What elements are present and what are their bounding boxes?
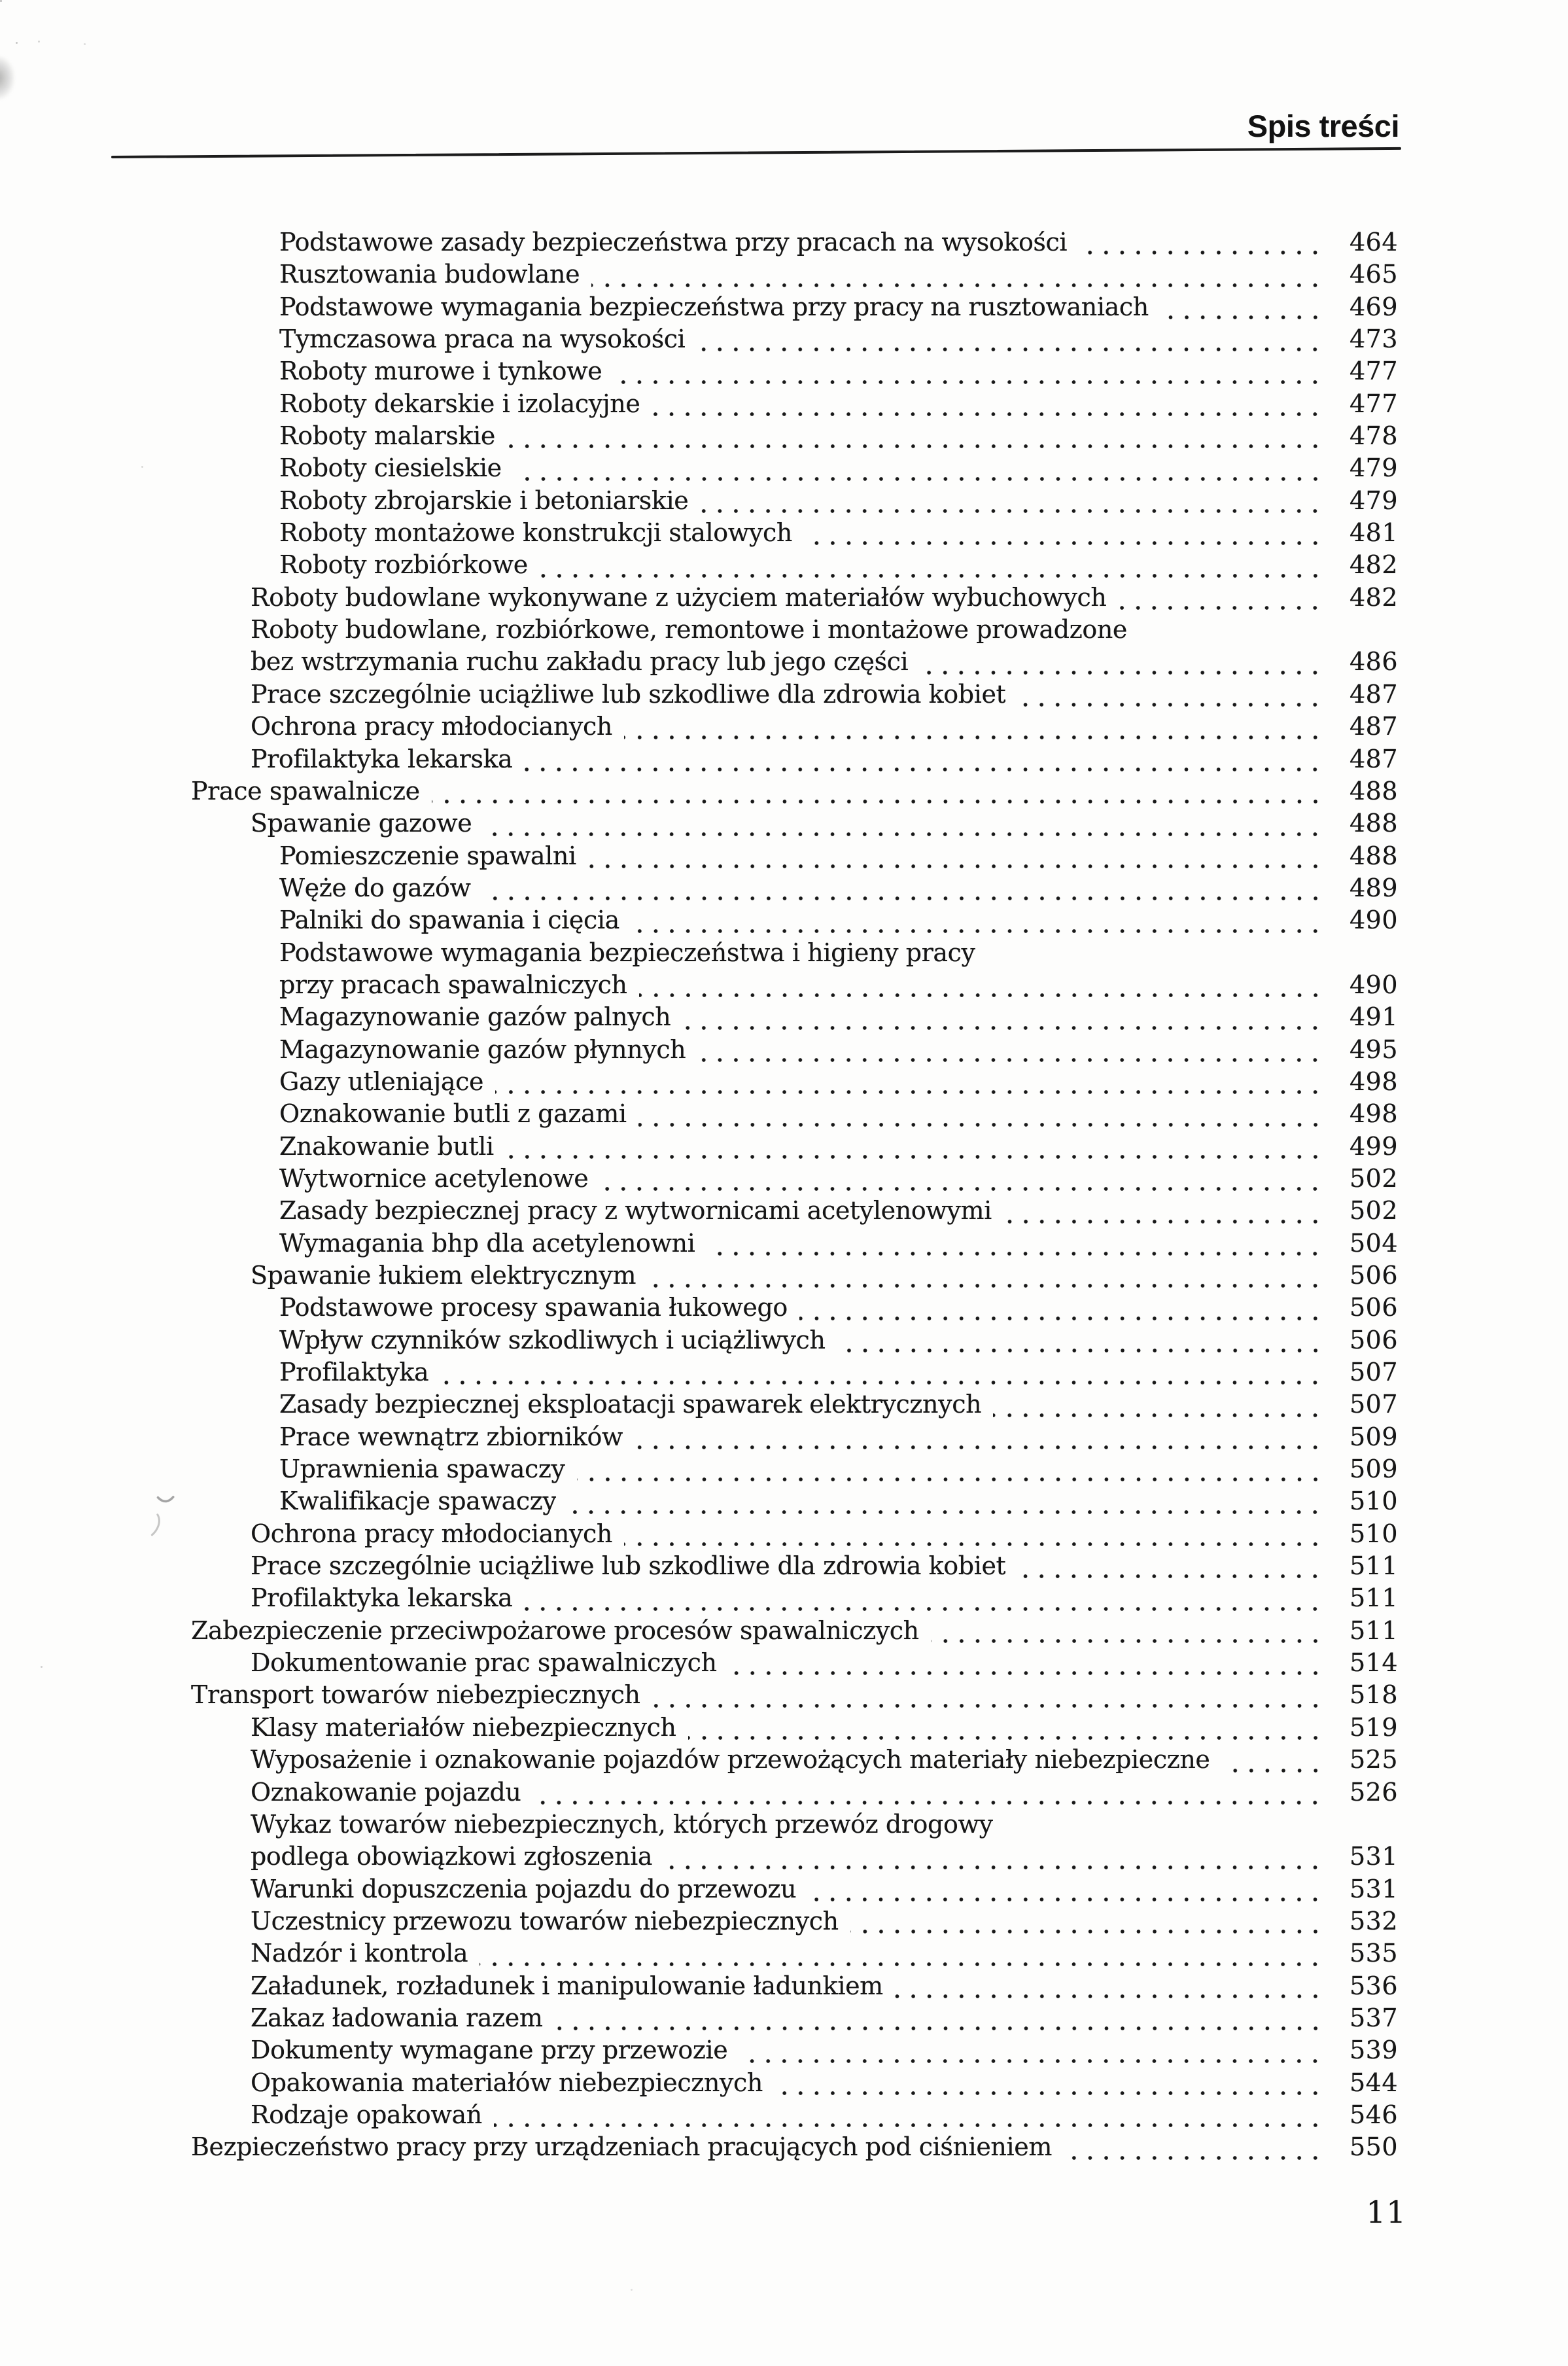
toc-entry-page: 519 — [1349, 1712, 1398, 1742]
toc-entry-label: Zakaz ładowania razem — [251, 2003, 543, 2032]
toc-row — [191, 1744, 1398, 1776]
dot-leader — [739, 2034, 1323, 2066]
dot-leader — [591, 258, 1323, 291]
dot-leader — [895, 1970, 1323, 2002]
toc-row — [191, 291, 1398, 323]
dot-leader — [697, 1034, 1323, 1066]
toc-entry-page: 504 — [1349, 1228, 1398, 1258]
dot-leader — [1222, 1744, 1324, 1776]
dot-leader — [648, 1260, 1323, 1292]
toc-row — [191, 1518, 1398, 1550]
dot-leader — [652, 388, 1323, 420]
dot-leader — [479, 1937, 1323, 1969]
toc-row — [191, 1001, 1398, 1033]
toc-entry-label: Roboty zbrojarskie i betoniarskie — [279, 486, 689, 515]
toc-entry-page: 550 — [1349, 2132, 1398, 2162]
toc-row — [191, 711, 1398, 743]
toc-entry-page: 498 — [1349, 1099, 1398, 1129]
toc-entry-label: Wpływ czynników szkodliwych i uciążliwych — [279, 1325, 826, 1354]
toc-entry-page: 479 — [1349, 486, 1398, 515]
toc-entry-page: 536 — [1349, 1971, 1398, 2000]
toc-entry-label: Podstawowe procesy spawania łukowego — [279, 1293, 788, 1322]
dot-leader — [483, 807, 1323, 839]
dot-leader — [614, 355, 1323, 387]
toc-row — [191, 323, 1398, 355]
toc-row — [191, 1195, 1398, 1227]
toc-entry-label: Uczestnicy przewozu towarów niebezpiecznych — [251, 1906, 839, 1935]
toc-entry-label: Rodzaje opakowań — [251, 2100, 482, 2129]
dot-leader — [700, 485, 1323, 517]
toc-entry-label: Prace wewnątrz zbiorników — [279, 1422, 623, 1451]
toc-entry-page: 509 — [1349, 1422, 1398, 1451]
dot-leader — [775, 2067, 1323, 2099]
toc-row — [191, 1034, 1398, 1066]
dot-leader — [1003, 1195, 1323, 1227]
toc-entry-page: 537 — [1349, 2003, 1398, 2032]
toc-entry-label: Roboty malarskie — [279, 421, 495, 451]
toc-entry-label: Profilaktyka — [279, 1358, 429, 1387]
dot-leader — [688, 1712, 1323, 1744]
toc-entry-label: Prace spawalnicze — [191, 776, 420, 805]
toc-row — [191, 969, 1398, 1001]
toc-entry-page: 546 — [1349, 2100, 1398, 2129]
toc-row — [191, 1970, 1398, 2002]
toc-row — [191, 1131, 1398, 1163]
dot-leader — [799, 1292, 1323, 1324]
toc-entry-label: Pomieszczenie spawalni — [279, 841, 576, 870]
toc-entry-label: Ochrona pracy młodocianych — [251, 1519, 612, 1548]
toc-row — [191, 1776, 1398, 1809]
toc-entry-label: Podstawowe zasady bezpieczeństwa przy pracach na wysokości — [279, 228, 1068, 256]
toc-entry-label: Oznakowanie pojazdu — [251, 1777, 521, 1807]
toc-entry-page: 464 — [1349, 228, 1398, 256]
toc-row — [191, 388, 1398, 420]
toc-row — [191, 2034, 1398, 2066]
dot-leader — [483, 872, 1323, 904]
toc-entry-page: 507 — [1349, 1358, 1398, 1387]
dot-leader — [540, 549, 1323, 581]
toc-entry-label: Spawanie gazowe — [251, 809, 472, 838]
toc-entry-label: Profilaktyka lekarska — [251, 1583, 513, 1613]
toc-row — [191, 1550, 1398, 1582]
toc-row — [191, 1324, 1398, 1356]
toc-entry-page: 511 — [1349, 1583, 1398, 1613]
toc-entry-page: 482 — [1349, 550, 1398, 580]
toc-row — [191, 1421, 1398, 1453]
toc-row — [191, 937, 1398, 969]
toc-entry-page: 477 — [1349, 389, 1398, 418]
toc-entry-page: 490 — [1349, 906, 1398, 935]
toc-entry-label: Załadunek, rozładunek i manipulowanie ładunkiem — [251, 1971, 883, 2000]
toc-entry-page: 469 — [1349, 292, 1398, 321]
toc-entry-page: 532 — [1349, 1906, 1398, 1935]
toc-entry-page: 506 — [1349, 1293, 1398, 1322]
toc-entry-label: Nadzór i kontrola — [251, 1939, 468, 1968]
toc-row — [191, 807, 1398, 839]
toc-row — [191, 1453, 1398, 1485]
toc-row — [191, 1356, 1398, 1388]
dot-leader — [494, 2099, 1323, 2131]
header-rule — [111, 147, 1401, 158]
toc-entry-page: 511 — [1349, 1616, 1398, 1645]
toc-row — [191, 679, 1398, 711]
dot-leader — [507, 420, 1323, 452]
toc-entry-page — [1333, 614, 1398, 646]
toc-row — [191, 582, 1398, 614]
toc-entry-label: Kwalifikacje spawaczy — [279, 1487, 557, 1516]
dot-leader — [432, 775, 1323, 807]
toc-entry-label: Roboty rozbiórkowe — [279, 550, 528, 580]
toc-entry-page: 539 — [1349, 2036, 1398, 2065]
toc-row — [191, 2067, 1398, 2099]
toc-row — [191, 1388, 1398, 1421]
toc-entry-label: Prace szczególnie uciążliwe lub szkodliwe dla zdrowia kobiet — [251, 679, 1006, 709]
dot-leader — [577, 1453, 1323, 1485]
page-number: 11 — [1366, 2195, 1406, 2231]
dot-leader — [600, 1163, 1323, 1195]
toc-entry-label: Roboty murowe i tynkowe — [279, 357, 602, 386]
dot-leader — [555, 2002, 1323, 2034]
toc-entry-page: 487 — [1349, 679, 1398, 709]
toc-entry-label: Znakowanie butli — [279, 1131, 494, 1161]
toc-entry-page: 478 — [1349, 421, 1398, 451]
toc-entry-page: 544 — [1349, 2068, 1398, 2097]
toc-entry-page: 498 — [1349, 1067, 1398, 1096]
toc-entry-page: 507 — [1349, 1390, 1398, 1419]
toc-row — [191, 2002, 1398, 2034]
toc-row — [191, 1712, 1398, 1744]
toc-entry-page: 509 — [1349, 1455, 1398, 1484]
toc-row — [191, 2131, 1398, 2163]
toc-entry-page: 490 — [1349, 970, 1398, 999]
toc-entry-label: Magazynowanie gazów palnych — [279, 1002, 671, 1032]
dot-leader — [931, 1615, 1323, 1647]
toc-entry-label: Transport towarów niebezpiecznych — [191, 1680, 640, 1710]
toc-entry-page: 510 — [1349, 1519, 1398, 1548]
toc-row — [191, 258, 1398, 291]
dot-leader — [1017, 679, 1323, 711]
toc-entry-page: 465 — [1349, 260, 1398, 289]
toc-entry-page: 491 — [1349, 1002, 1398, 1032]
toc-entry-label: Oznakowanie butli z gazami — [279, 1099, 627, 1129]
toc-entry-page: 535 — [1349, 1939, 1398, 1968]
toc-row — [191, 355, 1398, 387]
dot-leader — [837, 1324, 1323, 1356]
toc-row — [191, 872, 1398, 904]
toc-row — [191, 1937, 1398, 1969]
toc-entry-label: Roboty ciesielskie — [279, 453, 502, 483]
toc-row — [191, 840, 1398, 872]
dot-leader — [495, 1066, 1323, 1098]
toc-row — [191, 1679, 1398, 1711]
toc-entry-page: 487 — [1349, 712, 1398, 741]
toc-row — [191, 2099, 1398, 2131]
toc-row — [191, 904, 1398, 936]
toc-entry-page: 495 — [1349, 1034, 1398, 1064]
toc-row — [191, 743, 1398, 775]
dot-leader — [506, 1131, 1323, 1163]
toc-entry-page: 506 — [1349, 1325, 1398, 1354]
toc-entry-label: Profilaktyka lekarska — [251, 744, 513, 773]
dot-leader — [639, 969, 1323, 1001]
dot-leader — [1118, 582, 1323, 614]
toc-entry-page: 482 — [1349, 582, 1398, 612]
toc-entry-page: 502 — [1349, 1196, 1398, 1226]
toc-row — [191, 1647, 1398, 1679]
toc-entry-label: Podstawowe wymagania bezpieczeństwa przy pracy na rusztowaniach — [279, 292, 1149, 321]
toc-row — [191, 775, 1398, 807]
toc-entry-page: 481 — [1349, 518, 1398, 548]
toc-entry-page: 473 — [1349, 325, 1398, 354]
toc-entry-page: 531 — [1349, 1842, 1398, 1871]
dot-leader — [682, 1001, 1323, 1033]
toc-entry-page: 487 — [1349, 744, 1398, 773]
toc-entry-label: Opakowania materiałów niebezpiecznych — [251, 2068, 763, 2097]
dot-leader — [993, 1388, 1323, 1421]
dot-leader — [804, 517, 1323, 549]
dot-leader — [1139, 614, 1323, 646]
dot-leader — [635, 1421, 1323, 1453]
toc-entry-label: bez wstrzymania ruchu zakładu pracy lub jego części — [251, 647, 909, 677]
toc-entry-page: 502 — [1349, 1163, 1398, 1193]
toc-entry-page — [1333, 937, 1398, 969]
dot-leader — [532, 1776, 1323, 1809]
toc-entry-label: Roboty montażowe konstrukcji stalowych — [279, 518, 792, 548]
toc-entry-label: Wytwornice acetylenowe — [279, 1163, 589, 1193]
toc-entry-label: Roboty dekarskie i izolacyjne — [279, 389, 640, 418]
toc-row — [191, 452, 1398, 484]
toc-entry-label: Gazy utleniające — [279, 1067, 484, 1096]
dot-leader — [568, 1485, 1323, 1517]
toc-entry-page: 486 — [1349, 647, 1398, 677]
toc-row — [191, 1227, 1398, 1260]
toc-entry-label: Węże do gazów — [279, 873, 471, 902]
toc-entry-label: Bezpieczeństwo pracy przy urządzeniach pracujących pod ciśnieniem — [191, 2132, 1052, 2162]
toc-entry-label: Prace szczególnie uciążliwe lub szkodliwe dla zdrowia kobiet — [251, 1551, 1006, 1581]
toc-entry-label: Spawanie łukiem elektrycznym — [251, 1261, 636, 1290]
dot-leader — [514, 452, 1323, 484]
toc-row — [191, 485, 1398, 517]
toc-entry-page: 510 — [1349, 1487, 1398, 1516]
toc-entry-page: 525 — [1349, 1745, 1398, 1774]
dot-leader — [1079, 226, 1323, 258]
toc-row — [191, 1485, 1398, 1517]
toc-row — [191, 1260, 1398, 1292]
toc-row — [191, 1873, 1398, 1905]
toc-entry-label: Ochrona pracy młodocianych — [251, 712, 612, 741]
toc-entry-page: 477 — [1349, 357, 1398, 386]
dot-leader — [729, 1647, 1323, 1679]
toc-row — [191, 1809, 1398, 1841]
toc-entry-page: 488 — [1349, 809, 1398, 838]
dot-leader — [524, 1582, 1323, 1614]
scan-smudge — [0, 56, 14, 99]
toc-entry-page: 488 — [1349, 841, 1398, 870]
dot-leader — [850, 1905, 1323, 1937]
toc-entry-label: Wyposażenie i oznakowanie pojazdów przewożących materiały niebezpieczne — [251, 1745, 1210, 1774]
toc-entry-label: Zabezpieczenie przeciwpożarowe procesów spawalniczych — [191, 1616, 919, 1645]
toc-entry-label: Dokumenty wymagane przy przewozie — [251, 2036, 728, 2065]
dot-leader — [440, 1356, 1323, 1388]
dot-leader — [920, 646, 1323, 678]
toc-row — [191, 1098, 1398, 1130]
toc-entry-label: Wykaz towarów niebezpiecznych, których przewóz drogowy — [251, 1809, 993, 1839]
toc-entry-label: Roboty budowlane, rozbiórkowe, remontowe i montażowe prowadzone — [251, 615, 1127, 644]
toc-entry-label: przy pracach spawalniczych — [279, 970, 627, 999]
toc-entry-page: 511 — [1349, 1551, 1398, 1581]
toc-entry-page: 489 — [1349, 873, 1398, 902]
toc-entry-page: 479 — [1349, 453, 1398, 483]
toc-row — [191, 420, 1398, 452]
dot-leader — [1160, 291, 1323, 323]
toc-entry-label: Warunki dopuszczenia pojazdu do przewozu — [251, 1874, 797, 1903]
toc-entry-label: Wymagania bhp dla acetylenowni — [279, 1228, 695, 1258]
dot-leader — [588, 840, 1323, 872]
toc-entry-page — [1333, 1809, 1398, 1841]
scan-specks — [0, 0, 1, 1]
dot-leader — [524, 743, 1323, 775]
toc-entry-page: 518 — [1349, 1680, 1398, 1710]
toc-entry-page: 506 — [1349, 1261, 1398, 1290]
dot-leader — [631, 904, 1323, 936]
dot-leader — [624, 1518, 1323, 1550]
toc-entry-label: Tymczasowa praca na wysokości — [279, 325, 686, 354]
page-title: Spis treści — [1247, 109, 1399, 143]
toc-entry-label: Magazynowanie gazów płynnych — [279, 1034, 686, 1064]
dot-leader — [1005, 1809, 1323, 1841]
dot-leader — [987, 937, 1323, 969]
toc-row — [191, 614, 1398, 646]
toc-entry-label: podlega obowiązkowi zgłoszenia — [251, 1842, 653, 1871]
dot-leader — [624, 711, 1323, 743]
dot-leader — [697, 323, 1323, 355]
dot-leader — [808, 1873, 1323, 1905]
toc-entry-page: 531 — [1349, 1874, 1398, 1903]
dot-leader — [1064, 2131, 1323, 2163]
pencil-mark-icon — [146, 1491, 180, 1545]
toc-row — [191, 1582, 1398, 1614]
dot-leader — [638, 1098, 1323, 1130]
toc-entry-label: Zasady bezpiecznej pracy z wytwornicami acetylenowymi — [279, 1196, 992, 1226]
toc-row — [191, 1841, 1398, 1873]
toc-entry-label: Podstawowe wymagania bezpieczeństwa i higieny pracy — [279, 938, 975, 967]
toc-entry-label: Klasy materiałów niebezpiecznych — [251, 1712, 676, 1742]
toc-entry-label: Roboty budowlane wykonywane z użyciem materiałów wybuchowych — [251, 582, 1107, 612]
toc-list — [191, 226, 1398, 2164]
toc-row — [191, 517, 1398, 549]
toc-entry-page: 514 — [1349, 1648, 1398, 1678]
toc-entry-label: Palniki do spawania i cięcia — [279, 906, 619, 935]
toc-entry-label: Dokumentowanie prac spawalniczych — [251, 1648, 717, 1678]
toc-entry-page: 526 — [1349, 1777, 1398, 1807]
toc-row — [191, 226, 1398, 258]
toc-entry-page: 488 — [1349, 776, 1398, 805]
dot-leader — [652, 1679, 1323, 1711]
dot-leader — [706, 1227, 1323, 1260]
toc-entry-label: Rusztowania budowlane — [279, 260, 580, 289]
toc-row — [191, 1292, 1398, 1324]
toc-entry-page: 499 — [1349, 1131, 1398, 1161]
toc-row — [191, 646, 1398, 678]
toc-row — [191, 549, 1398, 581]
dot-leader — [1017, 1550, 1323, 1582]
dot-leader — [664, 1841, 1323, 1873]
toc-row — [191, 1615, 1398, 1647]
toc-row — [191, 1163, 1398, 1195]
toc-row — [191, 1905, 1398, 1937]
toc-entry-label: Zasady bezpiecznej eksploatacji spawarek elektrycznych — [279, 1390, 982, 1419]
toc-row — [191, 1066, 1398, 1098]
toc-entry-label: Uprawnienia spawaczy — [279, 1455, 565, 1484]
